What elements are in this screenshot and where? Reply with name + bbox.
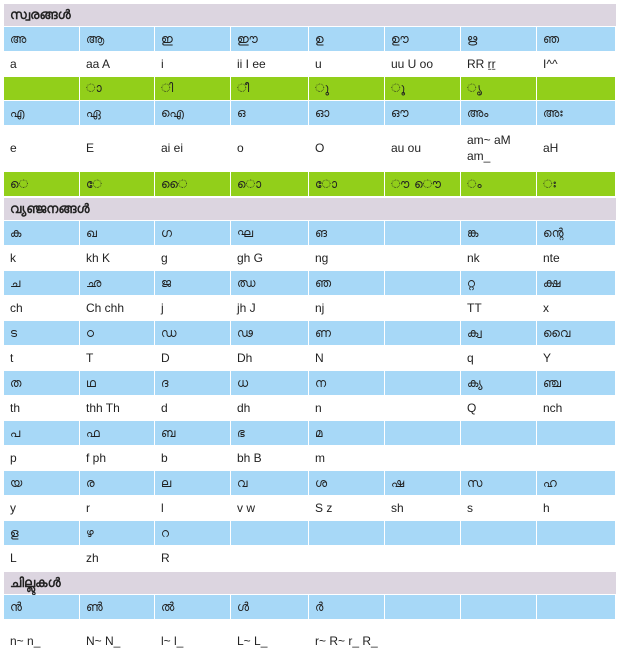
transliteration-cell: Y xyxy=(537,346,615,370)
malayalam-letter-cell xyxy=(461,595,536,619)
vowel-sign-cell: ീ xyxy=(231,77,308,100)
malayalam-letter-cell xyxy=(461,421,536,445)
transliteration-cell: x xyxy=(537,296,615,320)
transliteration-cell: am~ aM am_ xyxy=(461,125,536,171)
transliteration-cell xyxy=(385,246,460,270)
malayalam-letter-cell xyxy=(537,595,615,619)
transliteration-cell: n~ n_ xyxy=(4,620,79,662)
malayalam-letter-cell: ല xyxy=(155,471,230,495)
transliteration-cell xyxy=(385,620,460,662)
transliteration-cell xyxy=(537,620,615,662)
vowel-sign-cell: ൊ xyxy=(231,172,308,196)
transliteration-cell: RR ṟṟ xyxy=(461,52,536,76)
transliteration-cell: sh xyxy=(385,496,460,520)
malayalam-letter-cell xyxy=(309,521,384,545)
transliteration-cell: Dh xyxy=(231,346,308,370)
malayalam-letter-cell xyxy=(385,371,460,395)
malayalam-letter-cell: ക്ഷ xyxy=(537,271,615,295)
malayalam-letter-cell: ണ xyxy=(309,321,384,345)
transliteration-cell: D xyxy=(155,346,230,370)
malayalam-letter-cell: ഏ xyxy=(80,101,154,125)
malayalam-letter-cell: ഒ xyxy=(231,101,308,125)
transliteration-cell: E xyxy=(80,125,154,171)
transliteration-cell: thh Th xyxy=(80,396,154,420)
malayalam-letter-cell xyxy=(537,421,615,445)
malayalam-letter-cell xyxy=(385,221,460,245)
transliteration-cell: dh xyxy=(231,396,308,420)
transliteration-cell: aH xyxy=(537,125,615,171)
malayalam-letter-cell: ക്യ xyxy=(461,371,536,395)
malayalam-letter-cell: ക്വ xyxy=(461,321,536,345)
transliteration-cell: th xyxy=(4,396,79,420)
malayalam-letter-cell: ഹ xyxy=(537,471,615,495)
malayalam-letter-cell: ഊ xyxy=(385,27,460,51)
malayalam-letter-cell: ഴ xyxy=(80,521,154,545)
transliteration-cell xyxy=(461,620,536,662)
malayalam-letter-cell: ൺ xyxy=(80,595,154,619)
malayalam-letter-cell: ഥ xyxy=(80,371,154,395)
transliteration-cell: ng xyxy=(309,246,384,270)
transliteration-cell: a xyxy=(4,52,79,76)
transliteration-cell: L xyxy=(4,546,79,570)
malayalam-letter-cell: ഡ xyxy=(155,321,230,345)
section-header: വ്യഞ്ജനങ്ങൾ xyxy=(4,198,616,220)
malayalam-letter-cell xyxy=(385,321,460,345)
transliteration-cell: Q xyxy=(461,396,536,420)
malayalam-letter-cell: വ xyxy=(231,471,308,495)
transliteration-cell: N xyxy=(309,346,384,370)
transliteration-cell: R xyxy=(155,546,230,570)
malayalam-letter-cell: പ xyxy=(4,421,79,445)
transliteration-cell: T xyxy=(80,346,154,370)
malayalam-letter-cell: റ xyxy=(155,521,230,545)
transliteration-cell: nj xyxy=(309,296,384,320)
malayalam-letter-cell: ദ xyxy=(155,371,230,395)
malayalam-letter-cell: ങ xyxy=(309,221,384,245)
malayalam-letter-cell: ഭ xyxy=(231,421,308,445)
malayalam-letter-cell xyxy=(385,271,460,295)
transliteration-cell: q xyxy=(461,346,536,370)
transliteration-cell xyxy=(385,446,460,470)
transliteration-cell: ch xyxy=(4,296,79,320)
transliteration-cell: p xyxy=(4,446,79,470)
vowel-sign-cell: േ xyxy=(80,172,154,196)
malayalam-letter-cell: ട xyxy=(4,321,79,345)
vowel-sign-cell: ൂ xyxy=(385,77,460,100)
malayalam-letter-cell: യ xyxy=(4,471,79,495)
transliteration-cell: j xyxy=(155,296,230,320)
malayalam-letter-cell: ഛ xyxy=(80,271,154,295)
transliteration-cell: r xyxy=(80,496,154,520)
malayalam-letter-cell: ഖ xyxy=(80,221,154,245)
malayalam-letter-cell: ഢ xyxy=(231,321,308,345)
transliteration-cell: bh B xyxy=(231,446,308,470)
malayalam-letter-cell: ഞ്ച xyxy=(537,371,615,395)
malayalam-letter-cell: ധ xyxy=(231,371,308,395)
malayalam-letter-cell xyxy=(385,421,460,445)
transliteration-cell: n xyxy=(309,396,384,420)
vowel-sign-cell: െ xyxy=(4,172,79,196)
transliteration-cell xyxy=(461,546,536,570)
malayalam-letter-cell xyxy=(537,521,615,545)
malayalam-letter-cell: ൽ xyxy=(155,595,230,619)
transliteration-cell: l xyxy=(155,496,230,520)
transliteration-cell: t xyxy=(4,346,79,370)
section-header: ചില്ലുകൾ xyxy=(4,572,616,594)
transliteration-cell: nk xyxy=(461,246,536,270)
malayalam-letter-cell: ആ xyxy=(80,27,154,51)
transliteration-cell: kh K xyxy=(80,246,154,270)
malayalam-letter-cell: റ്റ xyxy=(461,271,536,295)
transliteration-cell xyxy=(385,346,460,370)
malayalam-letter-cell: ജ xyxy=(155,271,230,295)
transliteration-cell: au ou xyxy=(385,125,460,171)
malayalam-letter-cell: ൾ xyxy=(231,595,308,619)
transliteration-cell: k xyxy=(4,246,79,270)
malayalam-letter-cell: ർ xyxy=(309,595,384,619)
malayalam-letter-cell: ഝ xyxy=(231,271,308,295)
malayalam-letter-cell: ക xyxy=(4,221,79,245)
vowel-sign-cell: ൗ ൌ xyxy=(385,172,460,196)
malayalam-letter-cell: ഞ xyxy=(309,271,384,295)
malayalam-letter-cell: ശ xyxy=(309,471,384,495)
transliteration-cell: nte xyxy=(537,246,615,270)
malayalam-letter-cell: എ xyxy=(4,101,79,125)
transliteration-cell: S z xyxy=(309,496,384,520)
transliteration-cell: g xyxy=(155,246,230,270)
malayalam-letter-cell: ഠ xyxy=(80,321,154,345)
section-header: സ്വരങ്ങൾ xyxy=(4,4,616,26)
malayalam-letter-cell: ഔ xyxy=(385,101,460,125)
transliteration-cell: aa A xyxy=(80,52,154,76)
vowel-sign-cell: ൃ xyxy=(461,77,536,100)
transliteration-cell: Ch chh xyxy=(80,296,154,320)
malayalam-letter-cell: ഉ xyxy=(309,27,384,51)
transliteration-cell xyxy=(537,546,615,570)
transliteration-cell: jh J xyxy=(231,296,308,320)
transliteration-cell: v w xyxy=(231,496,308,520)
transliteration-cell: ii I ee xyxy=(231,52,308,76)
transliteration-cell: gh G xyxy=(231,246,308,270)
malayalam-letter-cell: ഈ xyxy=(231,27,308,51)
vowel-sign-cell xyxy=(537,77,615,100)
malayalam-letter-cell: ന്റെ xyxy=(537,221,615,245)
transliteration-cell: ai ei xyxy=(155,125,230,171)
vowel-sign-cell: ോ xyxy=(309,172,384,196)
malayalam-letter-cell: ഐ xyxy=(155,101,230,125)
transliteration-cell xyxy=(385,546,460,570)
transliteration-cell: e xyxy=(4,125,79,171)
transliteration-cell: y xyxy=(4,496,79,520)
transliteration-cell: L~ L_ xyxy=(231,620,308,662)
malayalam-letter-cell xyxy=(231,521,308,545)
malayalam-letter-cell: അ xyxy=(4,27,79,51)
malayalam-letter-cell: ഋ xyxy=(461,27,536,51)
vowel-sign-cell: ൈ xyxy=(155,172,230,196)
transliteration-cell: h xyxy=(537,496,615,520)
transliteration-cell: zh xyxy=(80,546,154,570)
malayalam-letter-cell: അം xyxy=(461,101,536,125)
transliteration-cell: s xyxy=(461,496,536,520)
transliteration-cell: nch xyxy=(537,396,615,420)
transliteration-cell: N~ N_ xyxy=(80,620,154,662)
transliteration-cell xyxy=(461,446,536,470)
transliteration-cell: uu U oo xyxy=(385,52,460,76)
vowel-sign-cell: ഃ xyxy=(537,172,615,196)
transliteration-cell xyxy=(537,446,615,470)
malayalam-letter-cell: മ xyxy=(309,421,384,445)
transliteration-cell: i xyxy=(155,52,230,76)
malayalam-letter-cell: ഘ xyxy=(231,221,308,245)
malayalam-letter-cell xyxy=(461,521,536,545)
transliteration-cell xyxy=(385,396,460,420)
transliteration-cell: b xyxy=(155,446,230,470)
transliteration-cell: u xyxy=(309,52,384,76)
transliteration-cell: f ph xyxy=(80,446,154,470)
malayalam-letter-cell: ഫ xyxy=(80,421,154,445)
malayalam-letter-cell: ന xyxy=(309,371,384,395)
vowel-sign-cell: ി xyxy=(155,77,230,100)
transliteration-cell xyxy=(385,296,460,320)
transliteration-cell: o xyxy=(231,125,308,171)
vowel-sign-cell: ു xyxy=(309,77,384,100)
vowel-sign-cell: ം xyxy=(461,172,536,196)
transliteration-cell: m xyxy=(309,446,384,470)
malayalam-letter-cell: ൻ xyxy=(4,595,79,619)
malayalam-letter-cell: ഗ xyxy=(155,221,230,245)
malayalam-letter-cell: ത xyxy=(4,371,79,395)
malayalam-letter-cell: ബ xyxy=(155,421,230,445)
malayalam-letter-cell: വൈ xyxy=(537,321,615,345)
transliteration-cell: d xyxy=(155,396,230,420)
malayalam-letter-cell xyxy=(385,521,460,545)
transliteration-cell xyxy=(309,546,384,570)
malayalam-letter-cell: അഃ xyxy=(537,101,615,125)
malayalam-letter-cell: ള xyxy=(4,521,79,545)
malayalam-letter-cell: സ xyxy=(461,471,536,495)
transliteration-cell: O xyxy=(309,125,384,171)
malayalam-letter-cell: ഞ xyxy=(537,27,615,51)
malayalam-letter-cell xyxy=(385,595,460,619)
transliteration-cell: r~ R~ r_ R_ xyxy=(309,620,384,662)
malayalam-letter-cell: ച xyxy=(4,271,79,295)
transliteration-cell xyxy=(231,546,308,570)
malayalam-letter-cell: ങ്ക xyxy=(461,221,536,245)
malayalam-letter-cell: ര xyxy=(80,471,154,495)
transliteration-cell: TT xyxy=(461,296,536,320)
malayalam-letter-cell: ഷ xyxy=(385,471,460,495)
vowel-sign-cell xyxy=(4,77,79,100)
malayalam-letter-cell: ഇ xyxy=(155,27,230,51)
transliteration-cell: l~ l_ xyxy=(155,620,230,662)
malayalam-letter-cell: ഓ xyxy=(309,101,384,125)
vowel-sign-cell: ാ xyxy=(80,77,154,100)
transliteration-cell: I^^ xyxy=(537,52,615,76)
